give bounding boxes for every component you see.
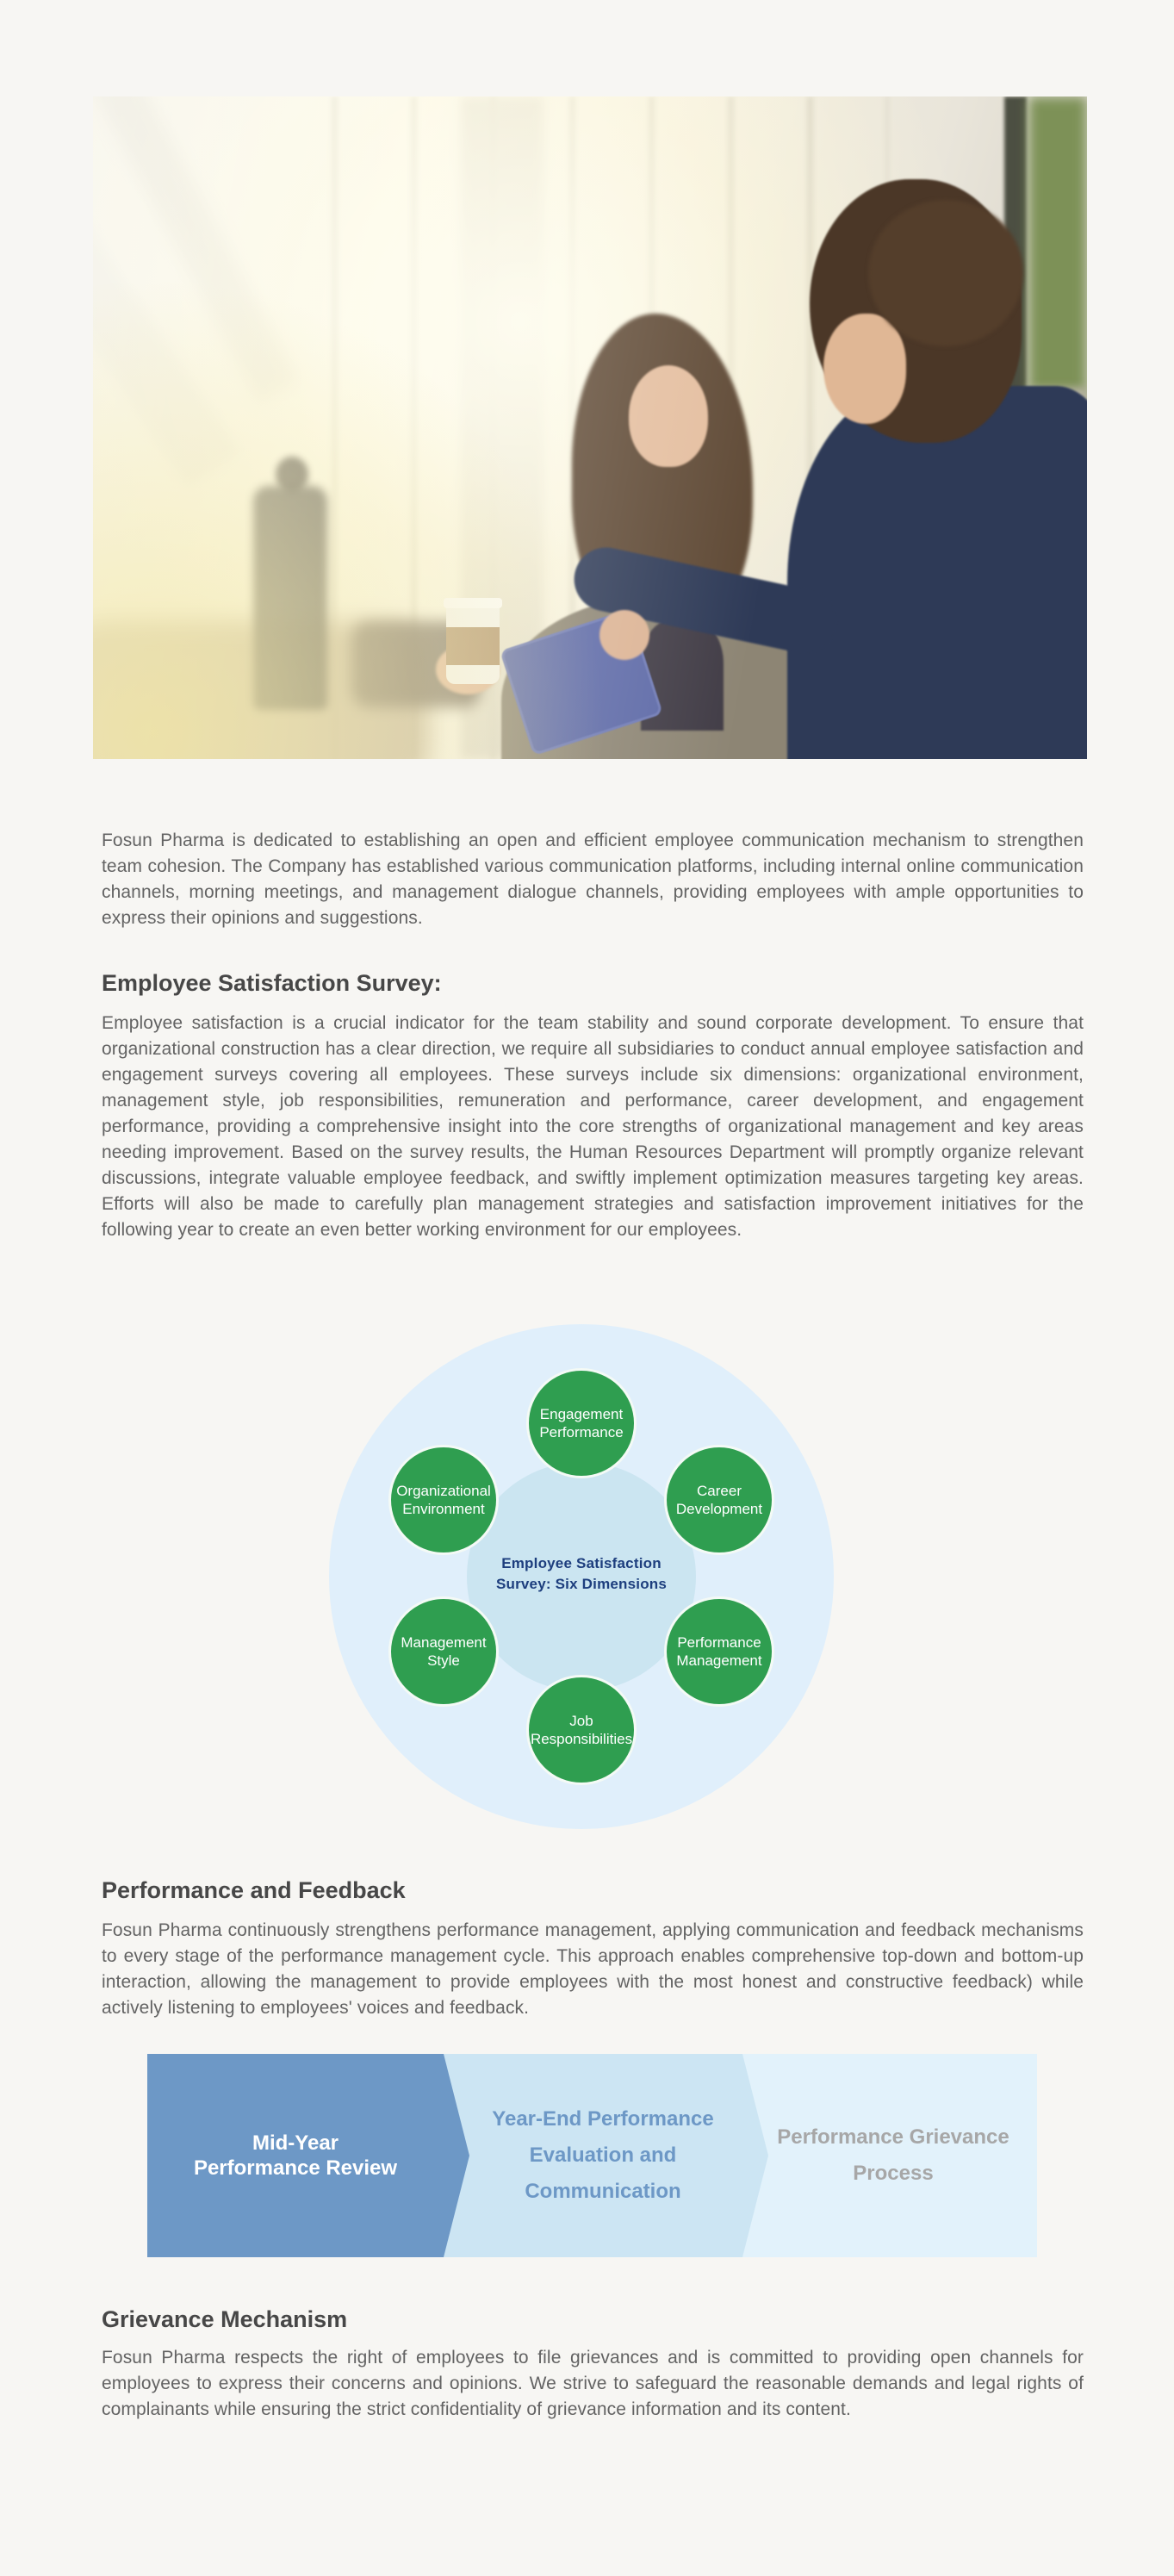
grievance-heading: Grievance Mechanism: [102, 2306, 348, 2332]
survey-heading: Employee Satisfaction Survey:: [102, 970, 442, 996]
diagram-center-label: [452, 1553, 711, 1595]
diagram-center-line1: Employee Satisfaction: [501, 1555, 662, 1571]
intro-paragraph: Fosun Pharma is dedicated to establishing an open and efficient employee communication mechanism to strengthen team cohesion. The Company has established various communication platforms, including internal online communication channels, morning meetings, and management dialogue channels, providing employees with ample opportunities to express their opinions and suggestions.: [102, 831, 1084, 928]
photo-sun-flare: [93, 96, 1087, 759]
flow-step2-label: Year-End Performance Evaluation and Communication: [492, 2107, 714, 2203]
diagram-node-organizational-environment: Organizational Environment: [388, 1445, 499, 1555]
diagram-node-job-responsibilities: Job Responsibilities: [526, 1675, 637, 1785]
diagram-node-career-development: Career Development: [664, 1445, 774, 1555]
six-dimensions-diagram: [93, 1324, 1092, 1829]
grievance-paragraph: Fosun Pharma respects the right of employees to file grievances and is committed to providing open channels for employees to express their concerns and opinions. We strive to safeguard the reasonable demands and legal rights of complainants while ensuring the strict confidentiality of grievance information and its content.: [102, 2348, 1084, 2419]
diagram-node-management-style: Management Style: [388, 1596, 499, 1707]
hero-photo: [93, 96, 1087, 759]
performance-heading: Performance and Feedback: [102, 1877, 406, 1903]
flow-step3-label: Performance Grievance Process: [777, 2125, 1009, 2185]
survey-paragraph: Employee satisfaction is a crucial indicator for the team stability and sound corporate development. To ensure that organizational construction has a clear direction, we require all subsidiaries to conduct annual employee satisfaction and engagement surveys covering all employees. These surveys include six dimensions: organizational environment, management style, job responsibilities, remuneration and performance, career development, and engagement performance, providing a comprehensive insight into the core strengths of organizational management and key areas needing improvement. Based on the survey results, the Human Resources Department will promptly organize relevant discussions, integrate valuable employee feedback, and swiftly implement optimization measures targeting key areas. Efforts will also be made to carefully plan management strategies and satisfaction improvement initiatives for the following year to create an even better working environment for our employees.: [102, 1013, 1084, 1240]
page-content: [93, 96, 1092, 2423]
diagram-node-engagement-performance: Engagement Performance: [526, 1368, 637, 1478]
diagram-node-performance-management: Performance Management: [664, 1596, 774, 1707]
diagram-center-line2: Survey: Six Dimensions: [495, 1576, 668, 1592]
performance-paragraph: Fosun Pharma continuously strengthens performance management, applying communication and feedback mechanisms to every stage of the performance management cycle. This approach enables comprehensive top-down and bottom-up interaction, allowing the management to provide employees with the most honest and constructive feedback) while actively listening to employees' voices and feedback.: [102, 1920, 1084, 2018]
performance-process-flow: [147, 2054, 1037, 2257]
flow-step1-label: Mid-Year Performance Review: [193, 2131, 398, 2180]
